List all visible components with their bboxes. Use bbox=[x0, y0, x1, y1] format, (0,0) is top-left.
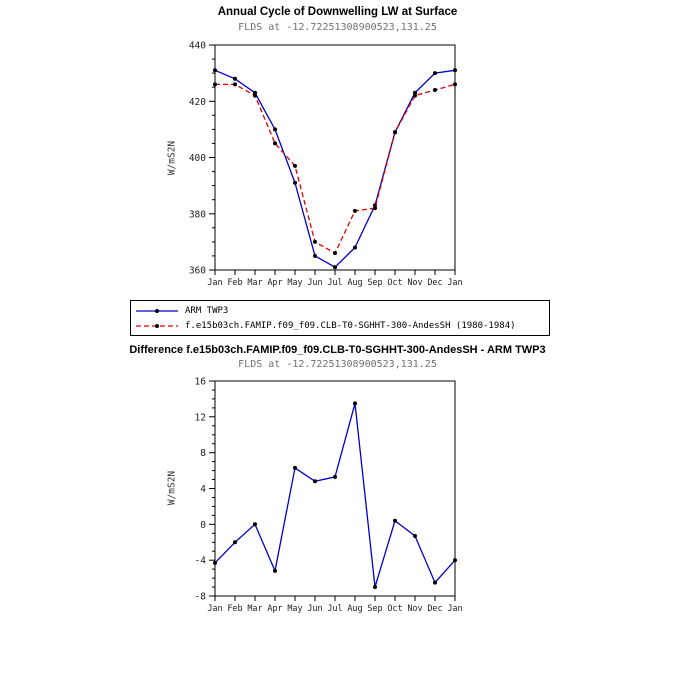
svg-text:Jul: Jul bbox=[327, 278, 343, 288]
svg-text:Sep: Sep bbox=[367, 278, 383, 288]
svg-text:Oct: Oct bbox=[387, 604, 403, 614]
svg-text:-4: -4 bbox=[194, 555, 206, 567]
svg-text:0: 0 bbox=[200, 519, 206, 531]
svg-text:Aug: Aug bbox=[347, 604, 363, 614]
svg-text:380: 380 bbox=[188, 209, 206, 221]
difference-line-chart bbox=[130, 374, 490, 624]
legend-label-arm-twp3: ARM TWP3 bbox=[185, 305, 229, 316]
svg-text:Jul: Jul bbox=[327, 604, 343, 614]
svg-text:Jan: Jan bbox=[447, 604, 463, 614]
svg-text:Apr: Apr bbox=[267, 604, 283, 614]
svg-text:May: May bbox=[287, 604, 303, 614]
svg-text:440: 440 bbox=[188, 40, 206, 52]
svg-text:Dec: Dec bbox=[427, 278, 443, 288]
svg-text:Aug: Aug bbox=[347, 278, 363, 288]
annual-cycle-title: Annual Cycle of Downwelling LW at Surface bbox=[217, 6, 458, 18]
annual-cycle-line-chart bbox=[130, 38, 490, 298]
svg-text:Jun: Jun bbox=[307, 604, 323, 614]
svg-text:400: 400 bbox=[188, 153, 206, 164]
difference-title: Difference f.e15b03ch.FAMIP.f09_f09.CLB-T0-SGHHT-300-AndesSH - ARM TWP3 bbox=[129, 344, 546, 356]
svg-text:Jun: Jun bbox=[307, 278, 323, 288]
svg-text:Mar: Mar bbox=[247, 278, 263, 288]
legend-item-model-run bbox=[135, 318, 545, 333]
svg-text:-8: -8 bbox=[194, 591, 206, 603]
svg-text:Feb: Feb bbox=[227, 604, 243, 614]
legend-item-arm-twp3 bbox=[135, 303, 545, 318]
svg-text:Oct: Oct bbox=[387, 278, 403, 288]
svg-text:Dec: Dec bbox=[427, 604, 443, 614]
chart-legend bbox=[130, 300, 550, 336]
svg-text:12: 12 bbox=[194, 412, 206, 424]
svg-text:Nov: Nov bbox=[407, 604, 423, 614]
svg-text:360: 360 bbox=[188, 265, 206, 277]
svg-text:16: 16 bbox=[194, 376, 206, 388]
svg-text:Jan: Jan bbox=[207, 604, 223, 614]
svg-text:Nov: Nov bbox=[407, 278, 423, 288]
svg-text:Sep: Sep bbox=[367, 604, 383, 614]
svg-text:Apr: Apr bbox=[267, 278, 283, 288]
svg-text:4: 4 bbox=[200, 484, 206, 495]
difference-y-axis-label: W/mS2N bbox=[166, 470, 178, 506]
svg-text:Mar: Mar bbox=[247, 604, 263, 614]
svg-text:Jan: Jan bbox=[207, 278, 223, 288]
svg-text:420: 420 bbox=[188, 96, 206, 108]
legend-label-model-run: f.e15b03ch.FAMIP.f09_f09.CLB-T0-SGHHT-300-AndesSH (1980-1984) bbox=[185, 320, 516, 331]
svg-text:May: May bbox=[287, 278, 303, 288]
annual-cycle-subtitle: FLDS at -12.72251308900523,131.25 bbox=[238, 22, 437, 33]
svg-text:8: 8 bbox=[200, 448, 206, 460]
difference-subtitle: FLDS at -12.72251308900523,131.25 bbox=[238, 359, 437, 370]
svg-text:Jan: Jan bbox=[447, 278, 463, 288]
svg-text:Feb: Feb bbox=[227, 278, 243, 288]
legend-red-dashed-line-icon bbox=[135, 320, 179, 332]
annual-cycle-y-axis-label: W/mS2N bbox=[166, 140, 178, 176]
legend-blue-solid-line-icon bbox=[135, 305, 179, 317]
